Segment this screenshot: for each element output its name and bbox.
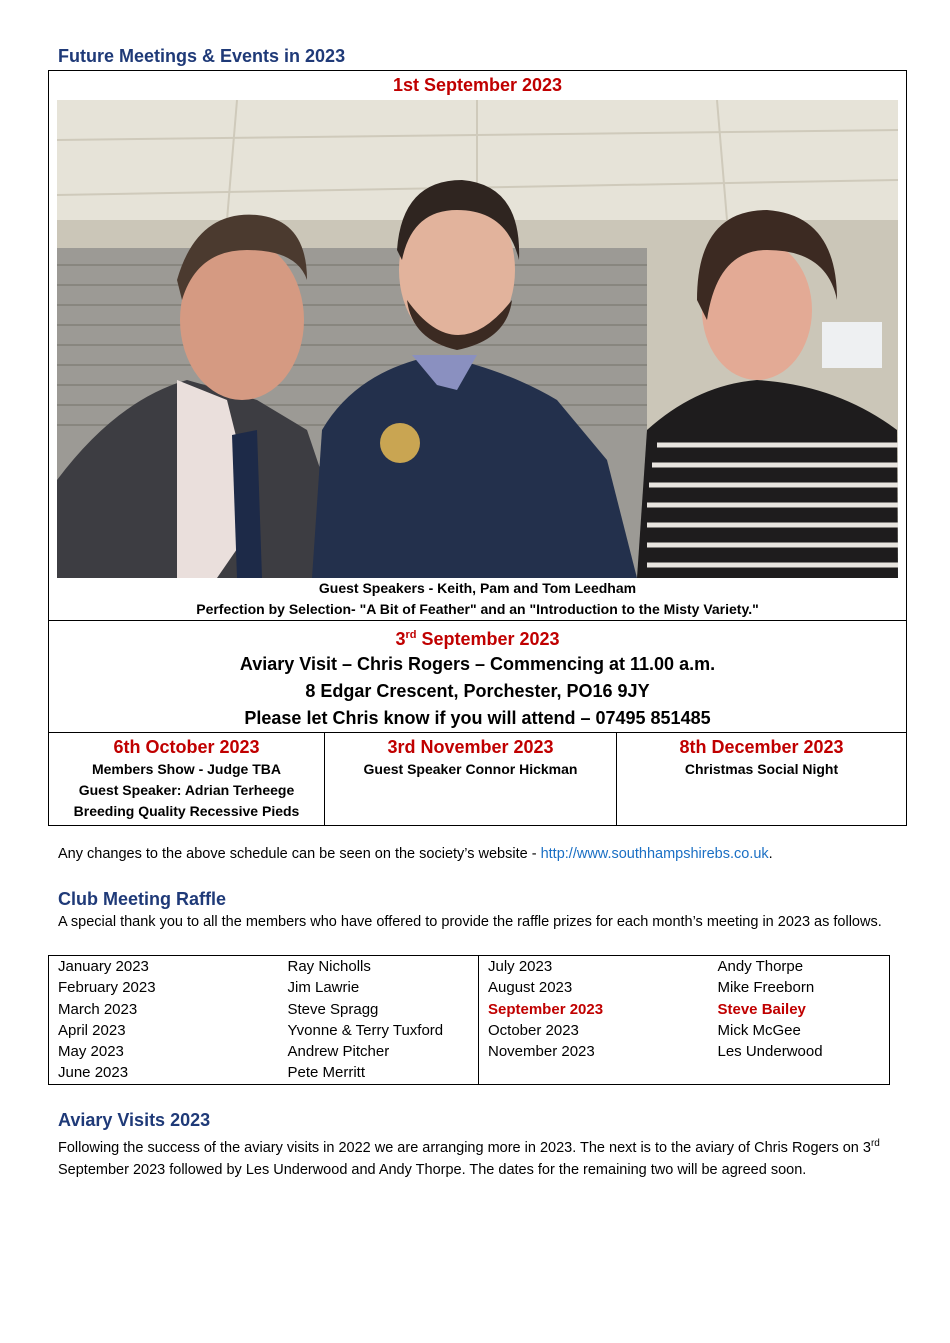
- society-website-link[interactable]: http://www.southhampshirebs.co.uk: [540, 846, 769, 862]
- raffle-month: [479, 1062, 709, 1084]
- raffle-name: [709, 1062, 890, 1084]
- event-october-cell: [49, 733, 325, 826]
- raffle-name: Steve Spragg: [279, 999, 479, 1020]
- event-december-cell: [617, 733, 907, 826]
- raffle-name: Andrew Pitcher: [279, 1041, 479, 1062]
- raffle-name: Jim Lawrie: [279, 977, 479, 998]
- raffle-row: [49, 1020, 890, 1041]
- raffle-month: August 2023: [488, 979, 573, 997]
- event-october-line-3: Breeding Quality Recessive Pieds: [73, 803, 300, 819]
- speakers-photo-illustration: [57, 100, 898, 578]
- events-table: [48, 70, 907, 826]
- raffle-row: [49, 999, 890, 1020]
- raffle-row: [49, 1041, 890, 1062]
- club-meeting-raffle-heading: Club Meeting Raffle: [58, 889, 227, 909]
- raffle-name: Les Underwood: [717, 1043, 823, 1061]
- raffle-name: Ray Nicholls: [279, 956, 479, 978]
- aviary-visits-heading: Aviary Visits 2023: [58, 1110, 211, 1130]
- event-november-line-1: Guest Speaker Connor Hickman: [363, 761, 578, 777]
- aviary-visits-text: Following the success of the aviary visits in 2022 we are arranging more in 2023. The next is to the aviary of Chris Rogers on 3rd September 2023 followed by Les Underwood and Andy Thorpe. The dates for the remaining two will be agreed soon.: [58, 1138, 880, 1178]
- event-sept3-date: 3rd September 2023: [395, 629, 560, 649]
- raffle-name: Pete Merritt: [279, 1062, 479, 1084]
- raffle-name: Andy Thorpe: [717, 958, 804, 975]
- event-december-date: 8th December 2023: [679, 737, 844, 757]
- raffle-month: July 2023: [488, 958, 553, 975]
- raffle-month: September 2023: [488, 1000, 604, 1018]
- event-sept3-line-2: 8 Edgar Crescent, Porchester, PO16 9JY: [305, 681, 650, 701]
- event-sept1-cell: [49, 71, 907, 621]
- event-sept1-date: 1st September 2023: [392, 75, 563, 95]
- raffle-month: May 2023: [58, 1043, 124, 1061]
- guest-speakers-photo: [57, 100, 898, 578]
- raffle-month: November 2023: [488, 1043, 595, 1061]
- raffle-name: Mike Freeborn: [717, 979, 815, 997]
- event-november-date: 3rd November 2023: [387, 737, 554, 757]
- raffle-row: [49, 956, 890, 978]
- raffle-row: [49, 1062, 890, 1084]
- event-sept3-line-1: Aviary Visit – Chris Rogers – Commencing at 11.00 a.m.: [239, 654, 716, 674]
- raffle-month: October 2023: [488, 1021, 579, 1039]
- event-october-line-1: Members Show - Judge TBA: [91, 761, 282, 777]
- raffle-table: [48, 955, 890, 1085]
- event-november-cell: [325, 733, 617, 826]
- raffle-month: January 2023: [58, 958, 149, 975]
- event-sept3-line-3: Please let Chris know if you will attend – 07495 851485: [244, 708, 711, 728]
- future-meetings-heading: Future Meetings & Events in 2023: [58, 46, 346, 66]
- raffle-name: Steve Bailey: [717, 1000, 806, 1018]
- event-october-line-2: Guest Speaker: Adrian Terheege: [78, 782, 295, 798]
- raffle-month: February 2023: [58, 979, 156, 997]
- event-sept1-caption-1: Guest Speakers - Keith, Pam and Tom Leedham: [318, 580, 637, 596]
- raffle-name: Mick McGee: [717, 1021, 801, 1039]
- raffle-month: March 2023: [58, 1000, 138, 1018]
- raffle-intro: A special thank you to all the members who have offered to provide the raffle prizes for each month’s meeting in 2023 as follows.: [58, 914, 882, 930]
- event-december-line-1: Christmas Social Night: [684, 761, 839, 777]
- event-sept3-cell: [49, 621, 907, 733]
- event-sept1-caption-2: Perfection by Selection- "A Bit of Feather" and an "Introduction to the Misty Variety.": [196, 601, 759, 617]
- raffle-row: [49, 977, 890, 998]
- event-october-date: 6th October 2023: [113, 737, 260, 757]
- schedule-changes-note: Any changes to the above schedule can be seen on the society’s website - http://www.southhampshirebs.co.uk.: [58, 846, 773, 862]
- raffle-month: June 2023: [58, 1064, 129, 1082]
- raffle-month: April 2023: [58, 1021, 126, 1039]
- raffle-name: Yvonne & Terry Tuxford: [279, 1020, 479, 1041]
